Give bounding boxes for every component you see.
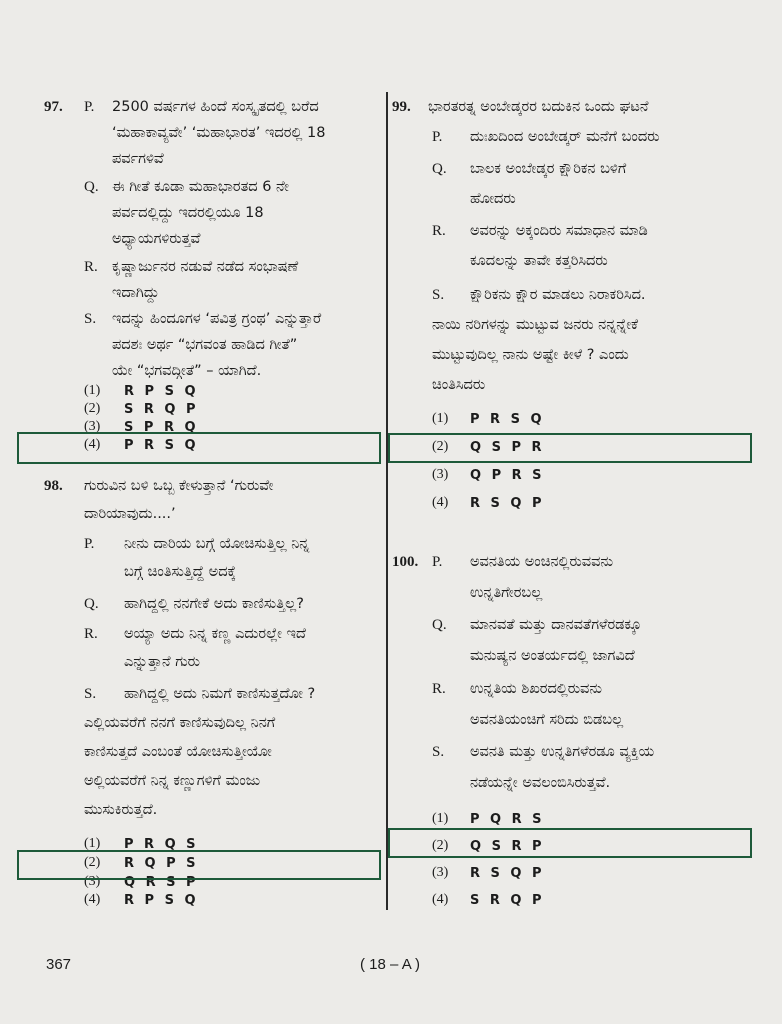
statement-s-line: ಅಲ್ಲಿಯವರೆಗೆ ನಿನ್ನ ಕಣ್ಣುಗಳಿಗೆ ಮಂಜು bbox=[84, 773, 261, 789]
option-answer[interactable]: R S Q P bbox=[470, 496, 545, 511]
option-answer[interactable]: P Q R S bbox=[470, 812, 545, 827]
statement-q-line: ಮಾನವತೆ ಮತ್ತು ದಾನವತೆಗಳೆರಡಕ್ಕೂ bbox=[470, 617, 642, 633]
statement-q-line: ಪರ್ವದಲ್ಲಿದ್ದು ಇದರಲ್ಲಿಯೂ 18 bbox=[112, 205, 264, 221]
statement-label-s: S. bbox=[84, 686, 97, 702]
question-number: 97. bbox=[44, 99, 63, 115]
option-answer[interactable]: R S Q P bbox=[470, 866, 545, 881]
option-answer[interactable]: R P S Q bbox=[124, 384, 199, 399]
option-answer[interactable]: R P S Q bbox=[124, 893, 199, 908]
statement-r-line: ಅವರನ್ನು ಅಕ್ಕಂದಿರು ಸಮಾಧಾನ ಮಾಡಿ bbox=[470, 223, 648, 239]
statement-p-line: ದುಃಖದಿಂದ ಅಂಬೇಡ್ಕರ್ ಮನೆಗೆ ಬಂದರು bbox=[470, 129, 660, 145]
statement-s-line: ಪದಶಃ ಅರ್ಥ “ಭಗವಂತ ಹಾಡಿದ ಗೀತೆ” bbox=[112, 337, 298, 353]
statement-s-line: ಯೇ “ಭಗವದ್ಗೀತೆ” – ಯಾಗಿದೆ. bbox=[112, 363, 262, 379]
statement-label-s: S. bbox=[432, 744, 445, 760]
option-number: (4) bbox=[432, 495, 449, 510]
option-number: (3) bbox=[432, 865, 449, 880]
option-number: (2) bbox=[84, 855, 101, 870]
option-number: (4) bbox=[84, 437, 101, 452]
option-answer[interactable]: Q R S P bbox=[124, 875, 199, 890]
answer-highlight-q97 bbox=[17, 432, 381, 464]
option-answer[interactable]: P R Q S bbox=[124, 837, 199, 852]
option-number: (4) bbox=[432, 892, 449, 907]
option-number: (3) bbox=[84, 874, 101, 889]
statement-label-r: R. bbox=[432, 223, 446, 239]
option-answer[interactable]: S P R Q bbox=[124, 420, 199, 435]
statement-label-s: S. bbox=[432, 287, 445, 303]
question-number: 99. bbox=[392, 99, 411, 115]
statement-s-line: ಎಲ್ಲಿಯವರೆಗೆ ನನಗೆ ಕಾಣಿಸುವುದಿಲ್ಲ ನಿನಗೆ bbox=[84, 715, 276, 731]
option-number: (1) bbox=[84, 836, 101, 851]
statement-s-line: ನಾಯಿ ನರಿಗಳನ್ನು ಮುಟ್ಟುವ ಜನರು ನನ್ನನ್ನೇಕೆ bbox=[432, 317, 639, 333]
question-number: 100. bbox=[392, 554, 419, 570]
statement-r-line: ಉನ್ನತಿಯ ಶಿಖರದಲ್ಲಿರುವನು bbox=[470, 681, 603, 697]
statement-s-line: ಅವನತಿ ಮತ್ತು ಉನ್ನತಿಗಳೆರಡೂ ವ್ಯಕ್ತಿಯ bbox=[470, 744, 655, 760]
option-answer[interactable]: P R S Q bbox=[470, 412, 545, 427]
option-answer[interactable]: S R Q P bbox=[470, 893, 545, 908]
statement-label-q: Q. bbox=[432, 617, 447, 633]
statement-label-p: P. bbox=[84, 536, 95, 552]
option-number: (3) bbox=[432, 467, 449, 482]
statement-label-p: P. bbox=[432, 129, 443, 145]
answer-highlight-q100 bbox=[388, 828, 752, 858]
option-answer[interactable]: R Q P S bbox=[124, 856, 199, 871]
statement-label-s: S. bbox=[84, 311, 97, 327]
option-answer[interactable]: S R Q P bbox=[124, 402, 199, 417]
option-number: (2) bbox=[432, 439, 449, 454]
statement-r-line: ಅಯ್ಯಾ ಅದು ನಿನ್ನ ಕಣ್ಣ ಎದುರಲ್ಲೇ ಇದೆ bbox=[124, 626, 306, 642]
column-divider bbox=[386, 92, 388, 910]
statement-p-line: ಉನ್ನತಿಗೇರಬಲ್ಲ bbox=[470, 585, 543, 601]
statement-q-line: ಹೋದರು bbox=[470, 191, 516, 207]
statement-label-r: R. bbox=[84, 626, 98, 642]
option-number: (1) bbox=[432, 811, 449, 826]
option-number: (2) bbox=[84, 401, 101, 416]
statement-q-line: ಈ ಗೀತೆ ಕೂಡಾ ಮಹಾಭಾರತದ 6 ನೇ bbox=[112, 179, 289, 195]
statement-p-line: ನೀನು ದಾರಿಯ ಬಗ್ಗೆ ಯೋಚಿಸುತ್ತಿಲ್ಲ ನಿನ್ನ bbox=[124, 536, 310, 552]
statement-s-line: ಹಾಗಿದ್ದಲ್ಲಿ ಅದು ನಿಮಗೆ ಕಾಣಿಸುತ್ತದೋ ? bbox=[124, 686, 316, 702]
statement-p-line: ಬಗ್ಗೆ ಚಿಂತಿಸುತ್ತಿದ್ದೆ ಅದಕ್ಕೆ bbox=[124, 564, 237, 580]
option-answer[interactable]: Q S P R bbox=[470, 440, 545, 455]
statement-label-r: R. bbox=[432, 681, 446, 697]
option-answer[interactable]: Q S R P bbox=[470, 839, 545, 854]
statement-p-line: ಪರ್ವಗಳಿವೆ bbox=[112, 151, 164, 167]
page-code: 367 bbox=[46, 956, 72, 973]
option-number: (2) bbox=[432, 838, 449, 853]
option-number: (4) bbox=[84, 892, 101, 907]
statement-label-q: Q. bbox=[84, 179, 99, 195]
statement-r-line: ಕೂದಲನ್ನು ತಾವೇ ಕತ್ತರಿಸಿದರು bbox=[470, 253, 608, 269]
statement-s-line: ಇದನ್ನು ಹಿಂದೂಗಳ ‘ಪವಿತ್ರ ಗ್ರಂಥ’ ಎನ್ನುತ್ತಾರೆ bbox=[112, 311, 322, 327]
statement-q-line: ಅಧ್ಯಾಯಗಳಿರುತ್ತವೆ bbox=[112, 231, 201, 247]
statement-s-line: ಚಿಂತಿಸಿದರು bbox=[432, 377, 486, 393]
statement-q-line: ಬಾಲಕ ಅಂಬೇಡ್ಕರ ಕ್ಷೌರಿಕನ ಬಳಿಗೆ bbox=[470, 161, 627, 177]
statement-r-line: ಕೃಷ್ಣಾರ್ಜುನರ ನಡುವೆ ನಡೆದ ಸಂಭಾಷಣೆ bbox=[112, 259, 299, 275]
question-intro: ಭಾರತರತ್ನ ಅಂಬೇಡ್ಕರರ ಬದುಕಿನ ಒಂದು ಘಟನೆ bbox=[428, 99, 649, 115]
option-number: (3) bbox=[84, 419, 101, 434]
statement-s-line: ಮುಟ್ಟುವುದಿಲ್ಲ ನಾನು ಅಷ್ಟೇ ಕೀಳೆ ? ಎಂದು bbox=[432, 347, 629, 363]
page-number-label: ( 18 – A ) bbox=[360, 956, 421, 973]
statement-r-line: ಇದಾಗಿದ್ದು bbox=[112, 285, 160, 301]
statement-label-q: Q. bbox=[432, 161, 447, 177]
answer-highlight-q99 bbox=[388, 433, 752, 463]
statement-label-p: P. bbox=[84, 99, 95, 115]
statement-s-line: ಕ್ಷೌರಿಕನು ಕ್ಷೌರ ಮಾಡಲು ನಿರಾಕರಿಸಿದ. bbox=[470, 287, 646, 303]
question-intro-line: ದಾರಿಯಾವುದು....’ bbox=[84, 506, 176, 522]
statement-q-line: ಮನುಷ್ಯನ ಅಂತರ್ಯದಲ್ಲಿ ಜಾಗವಿದೆ bbox=[470, 648, 635, 664]
statement-p-line: 2500 ವರ್ಷಗಳ ಹಿಂದೆ ಸಂಸ್ಕೃತದಲ್ಲಿ ಬರೆದ bbox=[112, 99, 319, 115]
answer-highlight-q98 bbox=[17, 850, 381, 880]
statement-r-line: ಅವನತಿಯಂಚಿಗೆ ಸರಿದು ಬಿಡಬಲ್ಲ bbox=[470, 712, 624, 728]
option-number: (1) bbox=[84, 383, 101, 398]
statement-r-line: ಎನ್ನುತ್ತಾನೆ ಗುರು bbox=[124, 654, 200, 670]
option-answer[interactable]: P R S Q bbox=[124, 438, 199, 453]
statement-s-line: ನಡೆಯನ್ನೇ ಅವಲಂಬಿಸಿರುತ್ತವೆ. bbox=[470, 775, 611, 791]
statement-p-line: ‘ಮಹಾಕಾವ್ಯವೇ’ ‘ಮಹಾಭಾರತ’ ಇದರಲ್ಲಿ 18 bbox=[112, 125, 326, 141]
question-intro-line: ಗುರುವಿನ ಬಳಿ ಒಬ್ಬ ಕೇಳುತ್ತಾನೆ ‘ಗುರುವೇ bbox=[84, 478, 274, 494]
statement-q-line: ಹಾಗಿದ್ದಲ್ಲಿ ನನಗೇಕೆ ಅದು ಕಾಣಿಸುತ್ತಿಲ್ಲ? bbox=[124, 596, 304, 612]
statement-s-line: ಮುಸುಕಿರುತ್ತದೆ. bbox=[84, 802, 158, 818]
statement-label-q: Q. bbox=[84, 596, 99, 612]
statement-label-p: P. bbox=[432, 554, 443, 570]
option-number: (1) bbox=[432, 411, 449, 426]
statement-label-r: R. bbox=[84, 259, 98, 275]
statement-p-line: ಅವನತಿಯ ಅಂಚಿನಲ್ಲಿರುವವನು bbox=[470, 554, 614, 570]
option-answer[interactable]: Q P R S bbox=[470, 468, 545, 483]
question-number: 98. bbox=[44, 478, 63, 494]
statement-s-line: ಕಾಣಿಸುತ್ತದೆ ಎಂಬಂತೆ ಯೋಚಿಸುತ್ತೀಯೋ bbox=[84, 744, 272, 760]
